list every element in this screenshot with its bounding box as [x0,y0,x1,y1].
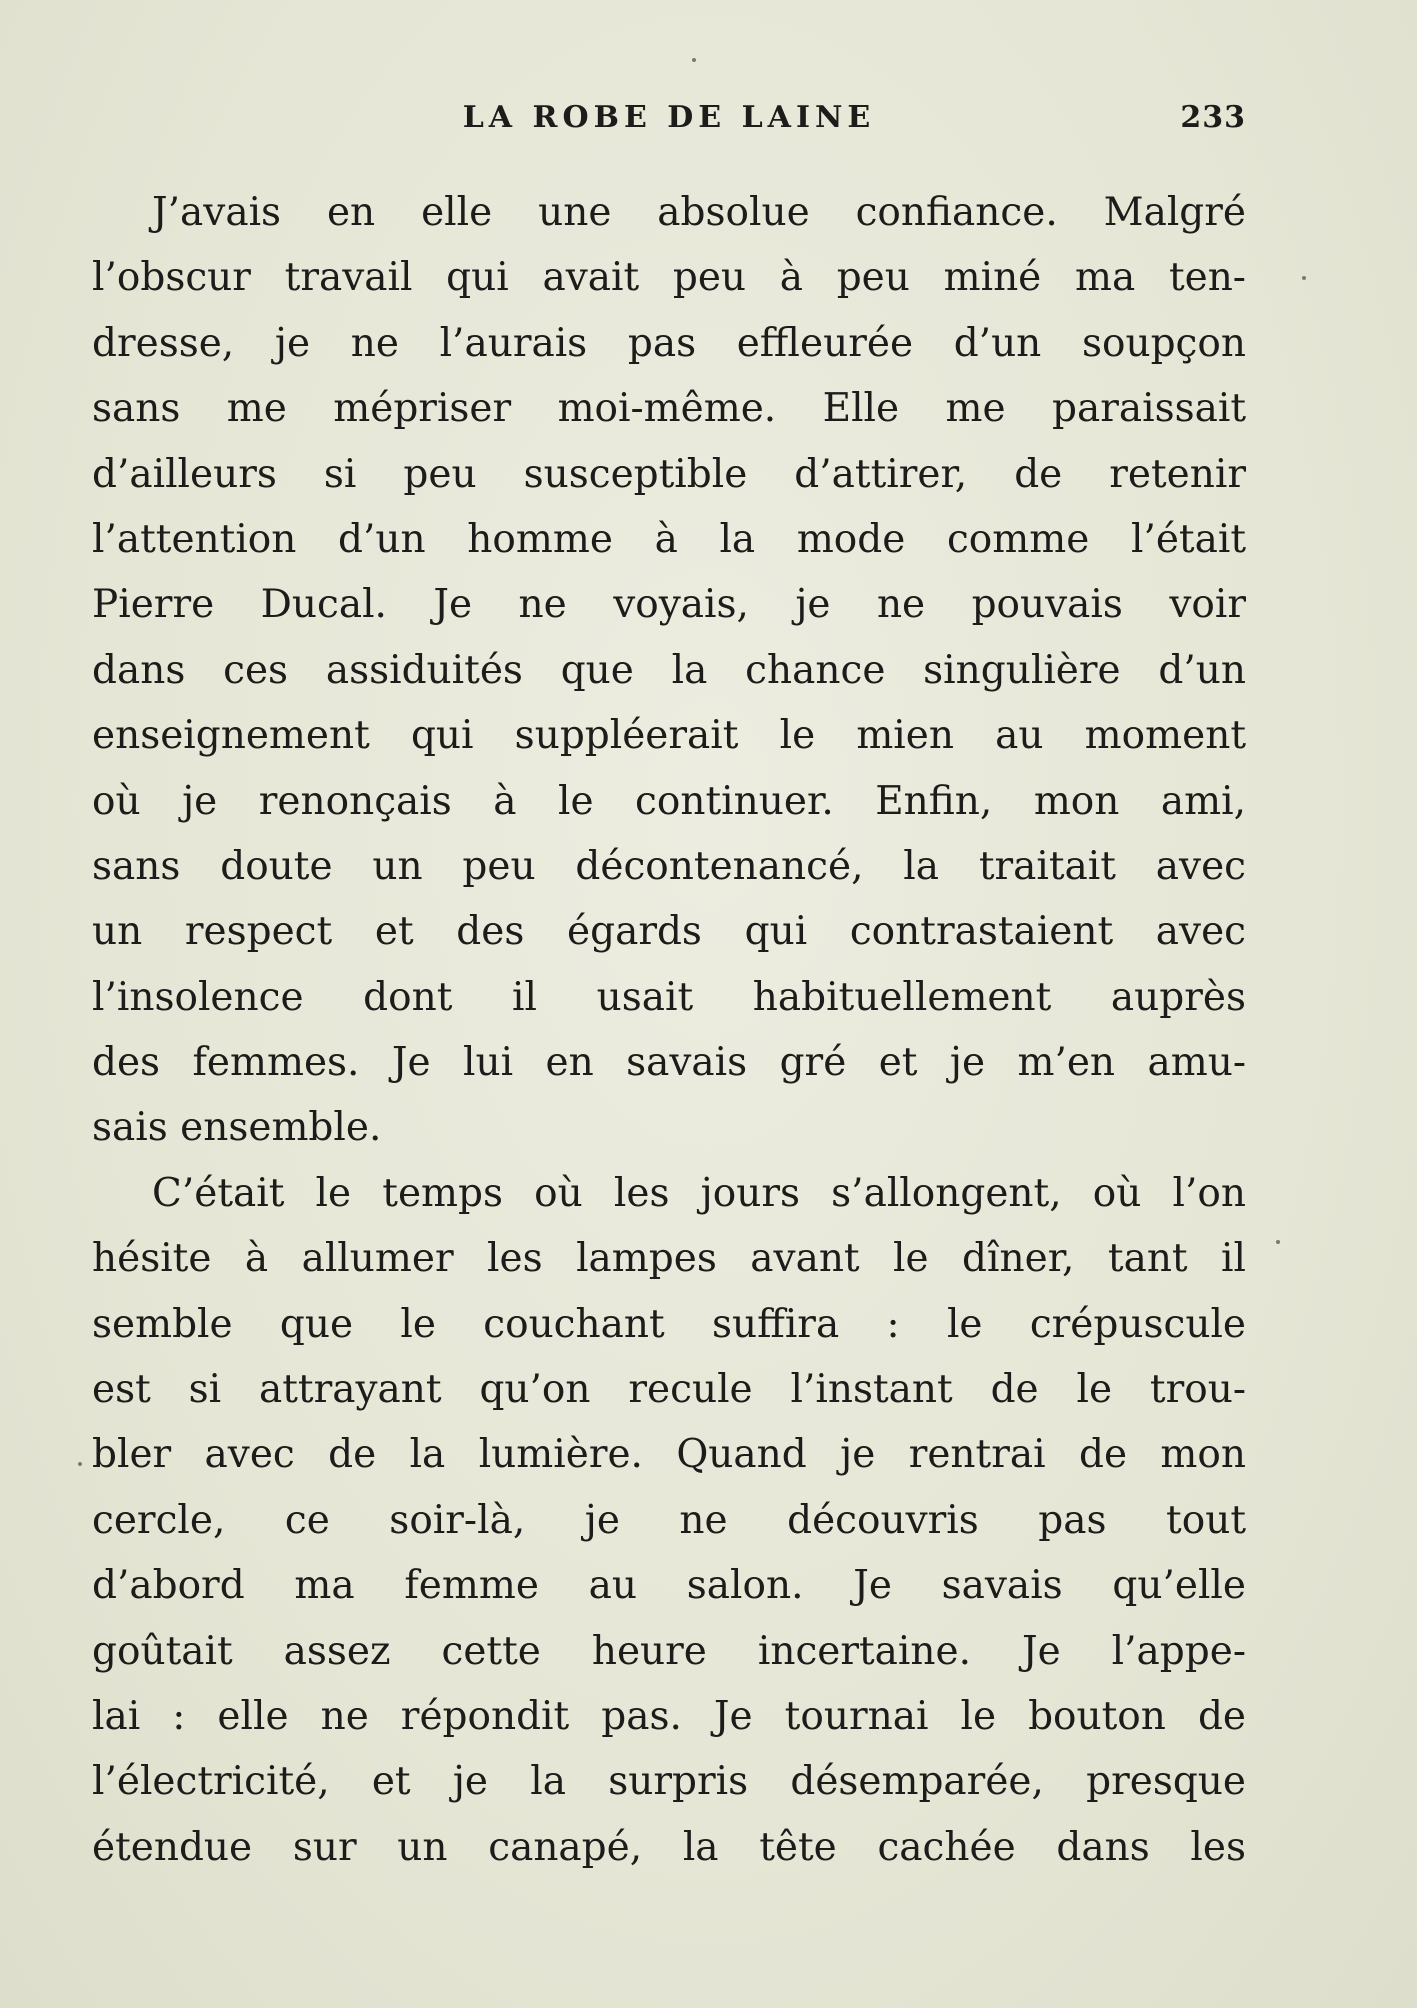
text-line: dresse, je ne l’aurais pas effleurée d’un soupçon [92,320,1246,366]
text-line: sais ensemble. [92,1105,382,1151]
text-line: J’avais en elle une absolue confiance. Malgré [152,190,1246,235]
text-line: un respect et des égards qui contrastaient avec [92,909,1246,955]
text-line: goûtait assez cette heure incertaine. Je l’appe- [92,1628,1246,1674]
paper-speck [692,58,696,62]
running-head [92,100,1246,140]
text-line: l’électricité, et je la surpris désemparée, presque [92,1759,1246,1805]
page-number: 233 [1180,100,1246,135]
paper-speck [1302,276,1306,280]
text-line: semble que le couchant suffira : le crépuscule [92,1301,1246,1347]
text-line: l’obscur travail qui avait peu à peu miné ma ten- [92,255,1246,301]
text-line: où je renonçais à le continuer. Enfin, mon ami, [92,778,1246,824]
text-line: cercle, ce soir-là, je ne découvris pas tout [92,1497,1246,1543]
text-line: bler avec de la lumière. Quand je rentrai de mon [92,1432,1246,1478]
text-line: dans ces assiduités que la chance singulière d’un [92,647,1246,693]
text-line: hésite à allumer les lampes avant le dîner, tant il [92,1236,1246,1282]
text-line: lai : elle ne répondit pas. Je tournai le bouton de [92,1693,1246,1739]
text-line: sans doute un peu décontenancé, la traitait avec [92,843,1246,889]
body-text [92,180,1246,1880]
text-line: est si attrayant qu’on recule l’instant de le trou- [92,1367,1246,1413]
text-line: Pierre Ducal. Je ne voyais, je ne pouvais voir [92,582,1246,628]
text-line: d’ailleurs si peu susceptible d’attirer, de retenir [92,451,1246,497]
paper-speck [78,1462,82,1466]
text-line: d’abord ma femme au salon. Je savais qu’elle [92,1563,1246,1609]
running-title: LA ROBE DE LAINE [462,100,876,135]
text-line: enseignement qui suppléerait le mien au moment [92,713,1246,759]
text-line: l’attention d’un homme à la mode comme l’était [92,516,1246,562]
text-line: étendue sur un canapé, la tête cachée dans les [92,1824,1246,1870]
text-line: des femmes. Je lui en savais gré et je m’en amu- [92,1040,1246,1086]
text-line: sans me mépriser moi-même. Elle me paraissait [92,386,1246,432]
text-line: l’insolence dont il usait habituellement auprès [92,974,1246,1020]
text-line: C’était le temps où les jours s’allongent, où l’on [152,1170,1246,1216]
paper-speck [1276,1240,1280,1244]
